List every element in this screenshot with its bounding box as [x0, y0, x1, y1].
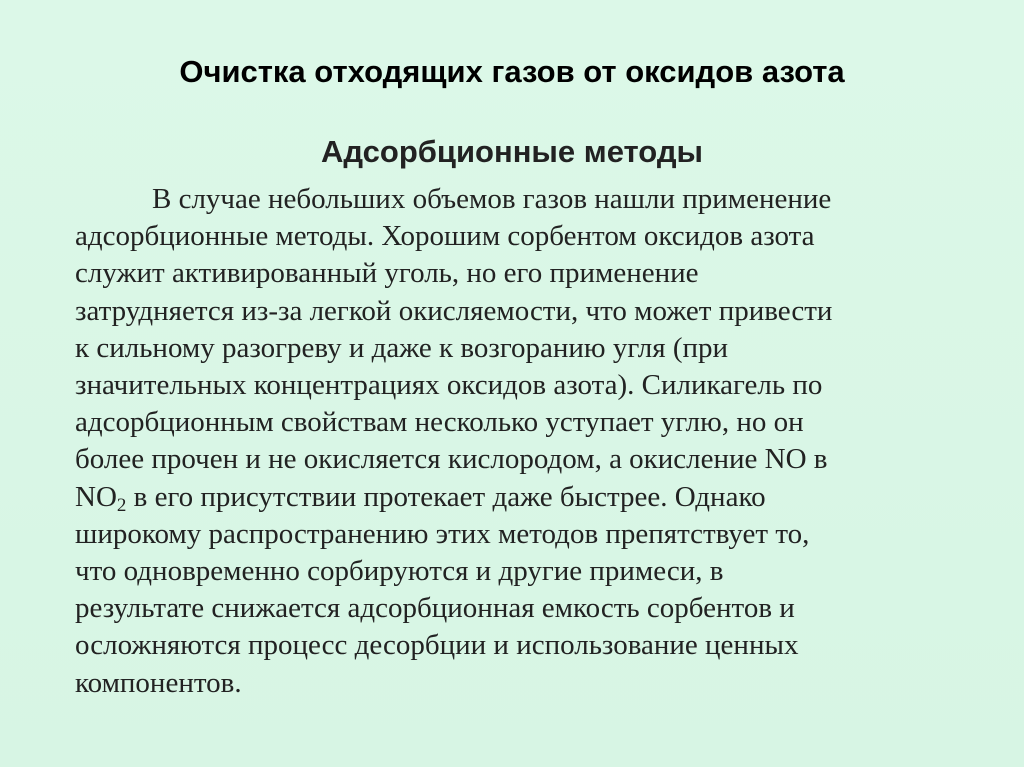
body-line: более прочен и не окисляется кислородом, а окисление NO в [75, 443, 828, 476]
formula-no: NO [75, 480, 117, 513]
body-line: адсорбционные методы. Хорошим сорбентом оксидов азота [75, 220, 815, 253]
slide-title: Очистка отходящих газов от оксидов азота [179, 54, 845, 89]
body-paragraph [75, 181, 985, 702]
body-line: служит активированный уголь, но его применение [75, 257, 699, 290]
formula-subscript: 2 [116, 494, 127, 516]
slide-subtitle: Адсорбционные методы [321, 134, 703, 169]
body-line: к сильному разогреву и даже к возгоранию угля (при [75, 331, 729, 364]
body-line: широкому распространению этих методов препятствует то, [75, 517, 810, 550]
body-line-rest: в его присутствии протекает даже быстрее. Однако [126, 480, 766, 513]
body-line: что одновременно сорбируются и другие примеси, в [75, 555, 724, 588]
body-line: В случае небольших объемов газов нашли применение [152, 183, 832, 215]
body-line: осложняются процесс десорбции и использование ценных [75, 629, 799, 662]
body-line: значительных концентрациях оксидов азота). Силикагель по [75, 369, 823, 402]
body-line: адсорбционным свойствам несколько уступает углю, но он [75, 406, 804, 439]
body-line-no2 [75, 479, 985, 516]
body-line: результате снижается адсорбционная емкость сорбентов и [75, 592, 795, 625]
body-line: компонентов. [75, 666, 242, 699]
body-line: затрудняется из-за легкой окисляемости, что может привести [75, 294, 833, 327]
